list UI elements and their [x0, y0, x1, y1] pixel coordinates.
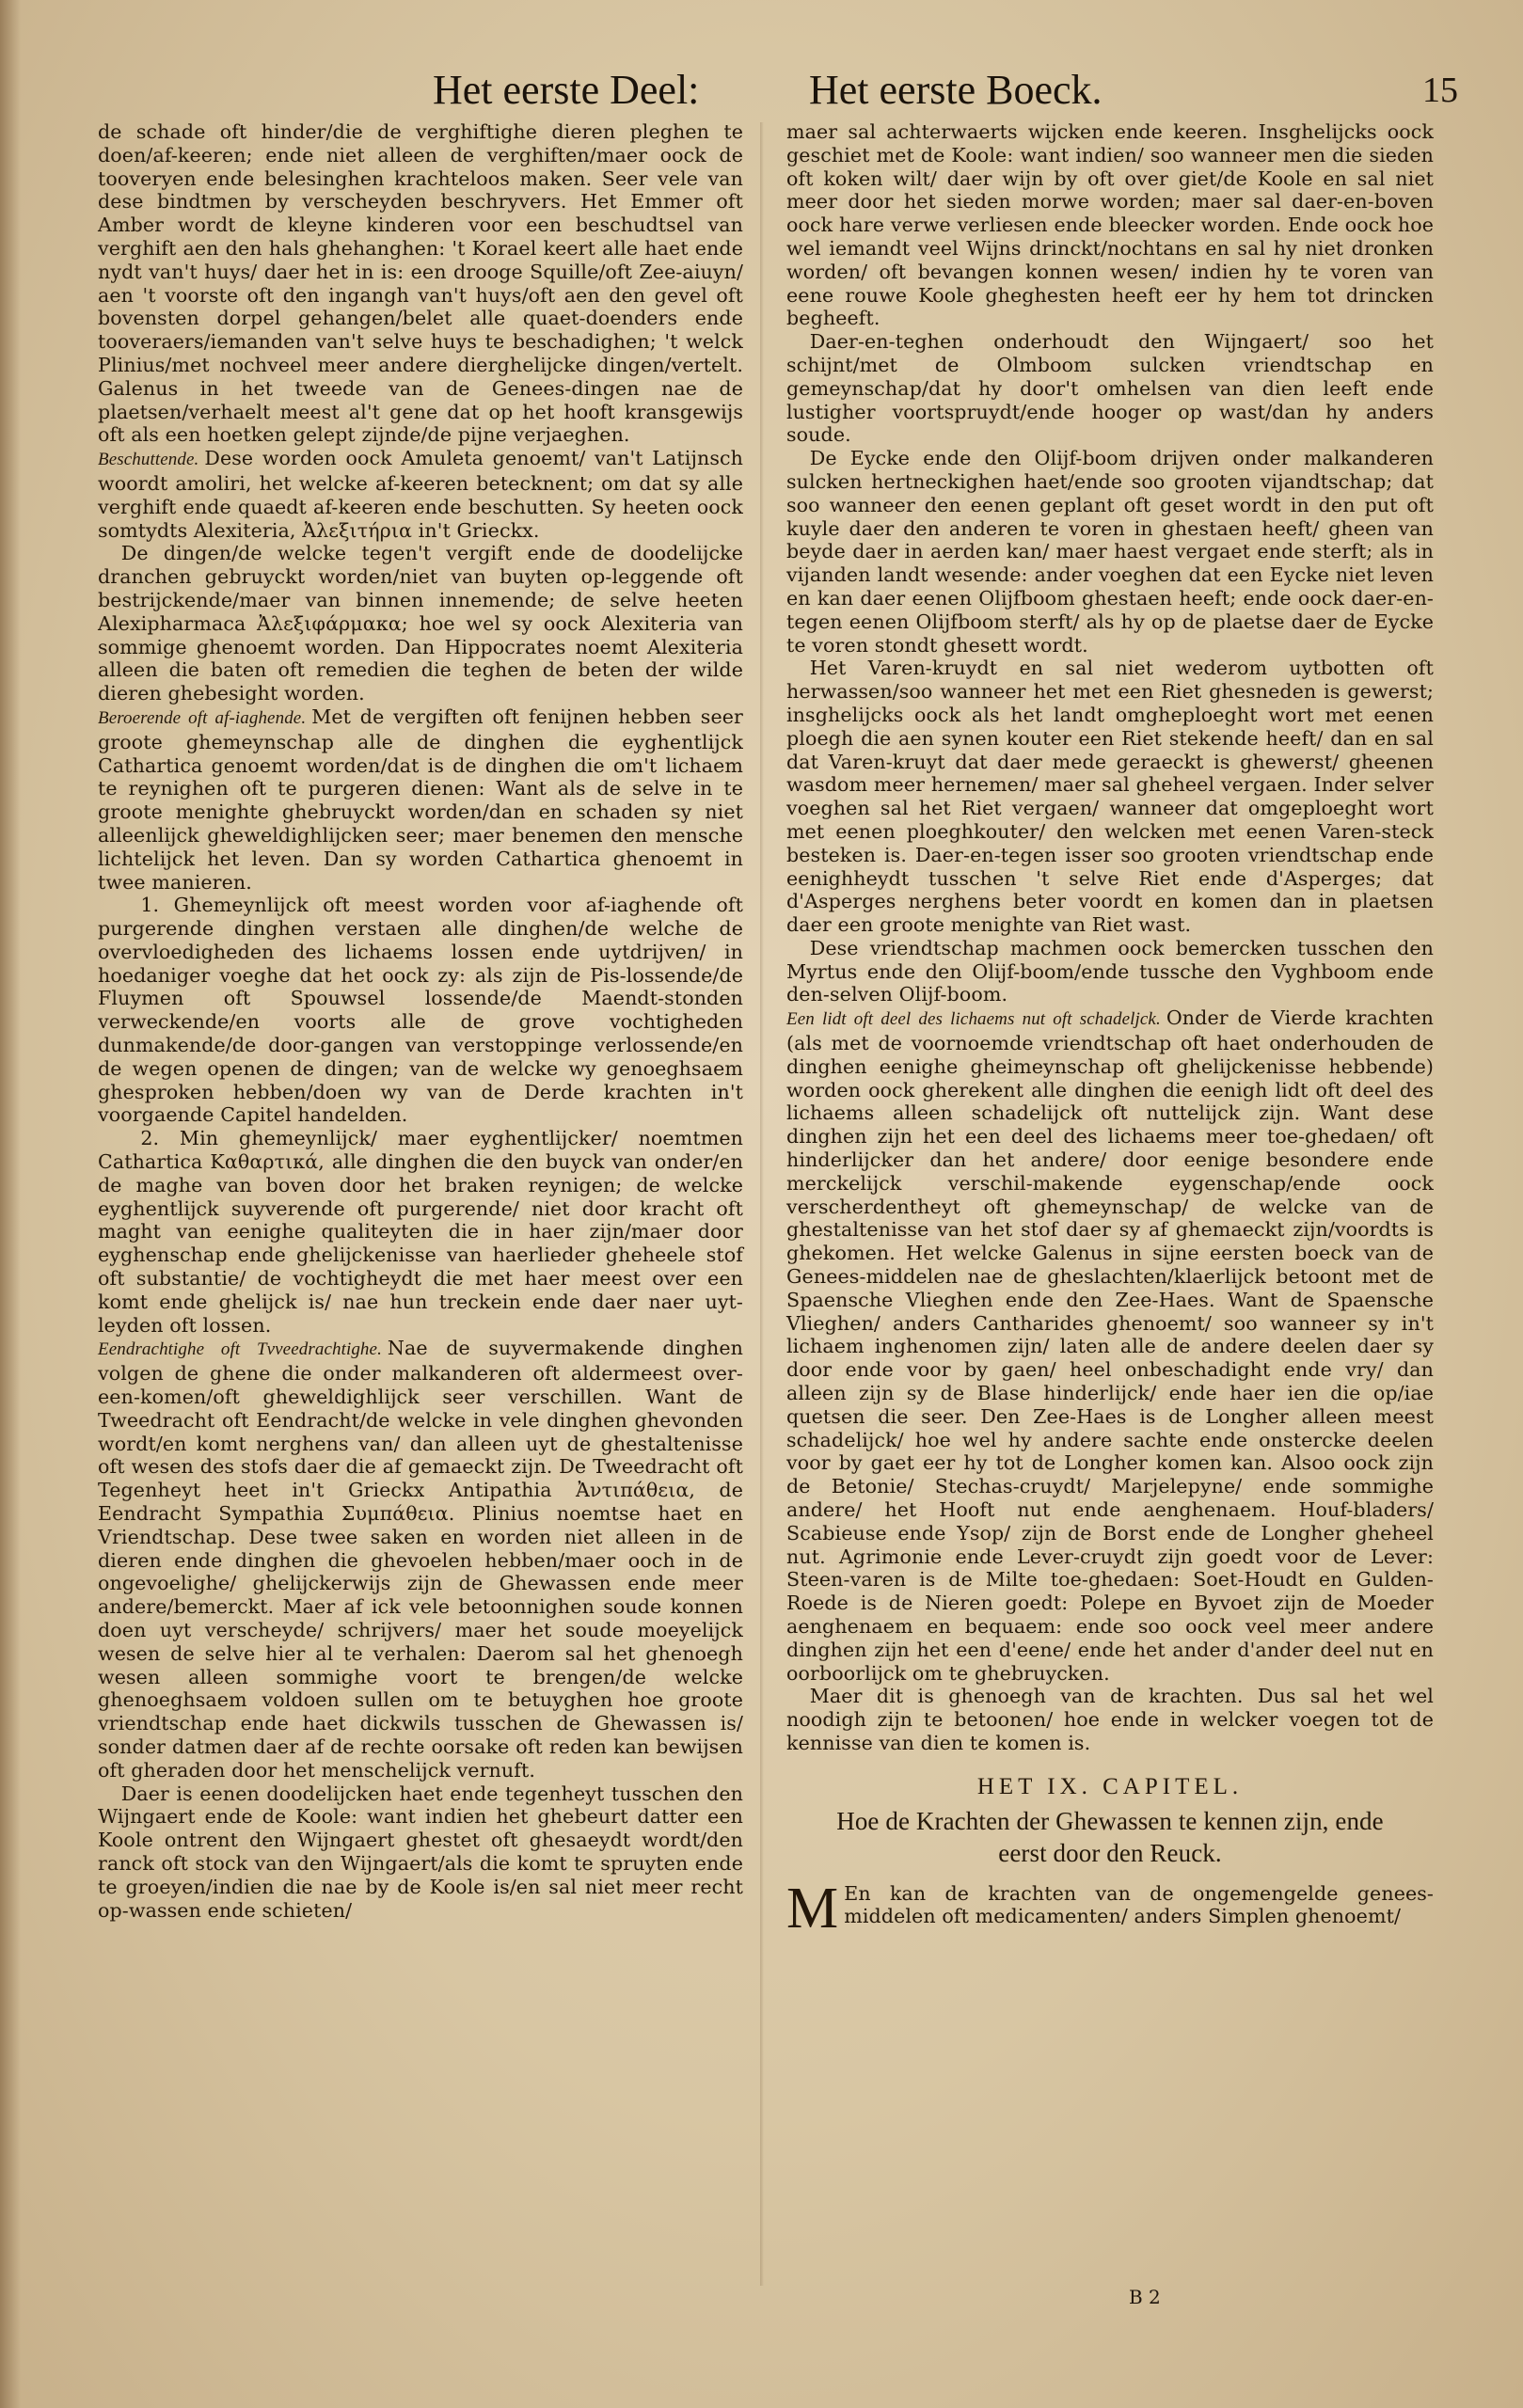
chapter-subtitle: Hoe de Krachten der Ghewassen te kennen zijn, ende eerst door den Reuck. — [836, 1806, 1384, 1867]
paragraph: De Eycke ende den Olijf-boom drijven onder malkanderen sulcken hertneckighen haet/ende soo grooten vijandtschap; dat soo wanneer den eenen geplant oft geset wordt in den put oft kuyle daer den anderen te voren in ghestaen heeft/ gheen van beyde daer in aerden kan/ maer haest vergaet ende sterft; als in vijanden landt wesende: ander voeghen dat een Eycke niet leven en kan daer eenen Olijfboom ghestaen heeft; ende oock daer-en-tegen eenen Olijfboom sterft/ als hy op de plaetse daer de Eycke te voren stondt ghesett wordt. — [786, 447, 1434, 657]
paragraph-text: Onder de Vierde krachten (als met de voornoemde vriendtschap oft haet onderhouden de dinghen eenighe gheimeynschap oft ghelijckenisse hebbende) worden oock gherekent alle dinghen die eenigh lidt oft deel des lichaems alleen schadelijck oft nuttelijck zijn. Want dese dinghen zijn het een deel des lichaems meer toe-ghedaen/ oft hinderlijcker dan het andere/ door eenige besondere ende merckelijck verschil-makende eygenschap/ende oock verscherdentheyt oft ghemeynschap/ de welcke van de ghestaltenisse van het stof daer sy af ghemaeckt zijn/voordts is ghekomen. Het welcke Galenus in sijne eersten boeck van de Genees-middelen nae de gheslachten/klaerlijck betoont met de Spaensche Vlieghen ende den Zee-Haes. Want de Spaensche Vlieghen/ anders Cantharides ghenoemt/ soo wanneer sy in't lichaem inghenomen zijn/ laten alle de andere deelen daer sy door ende voor by gaen/ heel onbeschadight ende vry/ dan alleen zijn sy de Blase hinderlijck/ ende haer ien die op/iae quetsen die seer. Den Zee-Haes is de Longher alleen meest schadelijck/ hoe wel hy andere sachte ende onstercke deelen voor by gaet eer hy tot de Longher komen kan. Alsoo oock zijn de Betonie/ Stechas-cruydt/ Marjelepyne/ ende sommighe andere/ het Hooft nut ende aenghenaem. Houf-bladers/ Scabieuse ende Ysop/ zijn de Borst ende de Longher gheheel nut. Agrimonie ende Lever-cruydt zijn goedt voor de Lever: Steen-varen is de Milte toe-ghedaen: Soet-Houdt en Gulden-Roede is de Nieren goedt: Polepe en Byvoet zijn de Moeder aenghenaem en bequaem: ende soo oock veel meer andere dinghen zijn het een d'eene/ ende het ander d'ander deel nut en oorboorlijck om te ghebruycken. — [786, 1006, 1434, 1685]
page-number: 15 — [1422, 71, 1458, 110]
paragraph: maer sal achterwaerts wijcken ende keeren. Insghelijcks oock geschiet met de Koole: want indien/ soo wanneer men die sieden oft koken wilt/ daer wijn by oft over giet/de Koole en sal niet meer door het sieden morwe worden; maer sal daer-en-boven oock hare verwe verliesen ende bleecker worden. Ende oock hoe wel iemandt veel Wijns drinckt/nochtans en sal hy niet dronken worden/ oft bevangen konnen wesen/ indien hy te voren van eene rouwe Koole gheghesten heeft eer hy hem tot drincken begheeft. — [786, 120, 1434, 330]
paragraph-text: En kan de krachten van de ongemengelde genees-middelen oft medicamenten/ anders Simplen ghenoemt/ — [844, 1881, 1434, 1928]
paragraph — [786, 1006, 1434, 1685]
paragraph-text: Met de vergiften oft fenijnen hebben seer groote ghemeynschap alle de dinghen die eyghentlijck Cathartica genoemt worden/dat is de dinghen die om't lichaem te reynighen oft te purgeren dienen: Want als de selve in te groote menighte ghebruyckt worden/dan en schaden sy niet alleenlijck gheweldighlijcken seer; maer benemen den mensche lichtelijck het leven. Dan sy worden Cathartica ghenoemt in twee manieren. — [98, 705, 743, 894]
paragraph: Daer is eenen doodelijcken haet ende tegenheyt tusschen den Wijngaert ende de Koole: want indien het ghebeurt datter een Koole ontrent den Wijngaert ghestet oft ghesaeydt wordt/den ranck oft stock van den Wijngaert/als die komt te spruyten ende te groeyen/indien die nae by de Koole is/en sal niet meer recht op-wassen ende schieten/ — [98, 1782, 743, 1922]
paragraph: Daer-en-teghen onderhoudt den Wijngaert/ soo het schijnt/met de Olmboom sulcken vriendtschap en gemeynschap/dat hy door't omhelsen van dien leeft ende lustigher voortspruydt/ende hooger op wast/dan hy anders soude. — [786, 330, 1434, 447]
chapter-title: HET IX. CAPITEL. — [976, 1773, 1244, 1799]
paragraph: Maer dit is ghenoegh van de krachten. Dus sal het wel noodigh zijn te betoonen/ hoe ende in welcker voegen tot de kennisse van dien te komen is. — [786, 1685, 1434, 1754]
list-item: 2. Min ghemeynlijck/ maer eyghentlijcker/ noemtmen Cathartica Καθαρτικά, alle dinghen die den buyck van onder/en de maghe van boven door het braken reynigen; de welcke eyghentlijck suyverende oft purgerende/ niet door kracht oft maght van eenighe qualiteyten die in haer zijn/maer door eyghenschap ende ghelijckenisse van haerlieder gheheele stof oft substantie/ de vochtigheydt die met haer meest over een komt ende ghelijck is/ nae hun treckein ende daer naer uyt-leyden oft lossen. — [98, 1127, 743, 1337]
list-item: 1. Ghemeynlijck oft meest worden voor af-iaghende oft purgerende dinghen verstaen alle dinghen/de welche de overvloedigheden des lichaems lossen ende uytdrijven/ in hoedaniger voeghe dat het oock zy: als zijn de Pis-lossende/de Fluymen oft Spouwsel lossende/de Maendt-stonden verweckende/en voorts alle de grove vochtigheden dunmakende/de door-gangen van verstoppinge verlossende/en de wegen openen de dingen; van de welcke wy genoeghsaem ghesproken hebben/doen wy van de Derde krachten in't voorgaende Capitel handelden. — [98, 894, 743, 1127]
drop-cap: M — [786, 1876, 839, 1941]
marginal-note: Eendrachtighe oft Tvveedrachtighe. — [98, 1339, 382, 1360]
marginal-note: Een lidt oft deel des lichaems nut oft schadeljck. — [786, 1009, 1161, 1030]
paragraph-text: Nae de suyvermakende dinghen volgen de ghene die onder malkanderen oft aldermeest over-een-komen/oft gheweldighlijck seer verschillen. Want de Tweedracht oft Eendracht/de welcke in vele dinghen ghevonden wordt/en komt nerghens van/ dan alleen uyt de ghestaltenisse oft wesen des stofs daer die af gemaeckt zijn. De Tweedracht oft Tegenheyt heet in't Grieckx Antipathia Ἀντιπάθεια, de Eendracht Sympathia Συμπάθεια. Plinius noemtse haet en Vriendtschap. Dese twee saken en worden niet alleen in de dieren ende dinghen die ghevoelen hebben/maer ooch in de ongevoelighe/ ghelijckerwijs zijn de Ghewassen ende meer andere/bemerckt. Maer af ick vele betoonnighen soude konnen doen uyt verscheyde/ schrijvers/ maer het soude moeyelijck wesen de selve hier al te verhalen: Daerom sal het ghenoegh wesen alleen sommighe voort te brengen/de welcke ghenoeghsaem voldoen sullen om te betuyghen hoe groote vriendtschap ende haet dickwils tusschen de Ghewassen is/ sonder datmen daer af de rechte oorsake oft reden kan bewijsen oft gheraden door het menschelijck vernuft. — [98, 1337, 743, 1782]
marginal-note: Beschuttende. — [98, 450, 199, 470]
paragraph — [98, 447, 743, 542]
column-gutter — [760, 122, 764, 2286]
paragraph-text: Dese worden oock Amuleta genoemt/ van't Latijnsch woordt amoliri, het welcke af-keeren betecknent; om dat sy alle verghift ende quaedt af-keeren ende beschutten. Sy heeten oock somtydts Alexiteria, Ἀλεξιτήρια in't Grieckx. — [98, 447, 743, 542]
running-header — [433, 56, 1458, 122]
chapter-opening-paragraph — [786, 1876, 1434, 1941]
paragraph: Het Varen-kruydt en sal niet wederom uytbotten oft herwassen/soo wanneer het met een Riet ghesneden is gewerst; insghelijcks oock als het landt omgheploeght wort met eenen ploegh die aen synen kouter een Riet stekende heeft/ dan en sal dat Varen-kruyt dat daer mede geraeckt is ghewerst/ gheenen wasdom meer hernemen/ maer sal gheheel vergaen. Inder selver voeghen sal het Riet vergaen/ wanneer dat omgeploeght wort met eenen ploeghkouter/ den welcken met eenen Varen-steck besteken is. Daer-en-tegen isser soo grooten vriendtschap ende eenighheydt tusschen 't selve Riet ende d'Asperges; dat d'Asperges nerghens beter voordt en komen dan in plaetsen daer een groote menighte van Riet wast. — [786, 657, 1434, 937]
marginal-note: Beroerende oft af-iaghende. — [98, 707, 307, 728]
paragraph — [98, 1337, 743, 1782]
header-book-title: Het eerste Boeck. — [809, 67, 1103, 113]
paragraph: de schade oft hinder/die de verghiftighe dieren pleghen te doen/af-keeren; ende niet alleen de verghiften/maer oock de tooveryen ende belesinghen krachteloos maken. Seer vele van dese bindtmen by verscheyden beschryvers. Het Emmer oft Amber wordt de kleyne kinderen voor een beschudtsel van verghift aen den hals ghehanghen: 't Korael keert alle haet ende nydt van't huys/ daer het in is: een drooge Squille/oft Zee-aiuyn/ aen 't voorste oft den ingangh van't huys/oft aen den gevel oft bovensten dorpel gehangen/belet alle quaet-doenders ende tooveraers/iemanden van't selve huys te beschadighen; 't welck Plinius/met nochveel meer andere dierghelijcke dingen/vertelt. Galenus in het tweede van de Genees-dingen nae de plaetsen/verhaelt meest al't gene dat op het hooft kransgewijs oft als een hoetken gelept zijnde/de pijne verjaeghen. — [98, 120, 743, 447]
paragraph: Dese vriendtschap machmen oock bemercken tusschen den Myrtus ende den Olijf-boom/ende tussche den Vyghboom ende den-selven Olijf-boom. — [786, 936, 1434, 1006]
paragraph — [98, 705, 743, 894]
signature-mark: B 2 — [1129, 2286, 1161, 2308]
right-column — [786, 120, 1434, 2340]
header-part-title: Het eerste Deel: — [433, 67, 700, 113]
left-column — [98, 120, 743, 2265]
paragraph: De dingen/de welcke tegen't vergift ende de doodelijcke dranchen gebruyckt worden/niet van buyten op-leggende oft bestrijckende/maer van binnen innemende; de selve heeten Alexipharmaca Ἀλεξιφάρμακα; hoe wel sy oock Alexiteria van sommige ghenoemt worden. Dan Hippocrates noemt Alexiteria alleen die baten oft remedien die teghen de beten der wilde dieren ghebesight worden. — [98, 542, 743, 705]
